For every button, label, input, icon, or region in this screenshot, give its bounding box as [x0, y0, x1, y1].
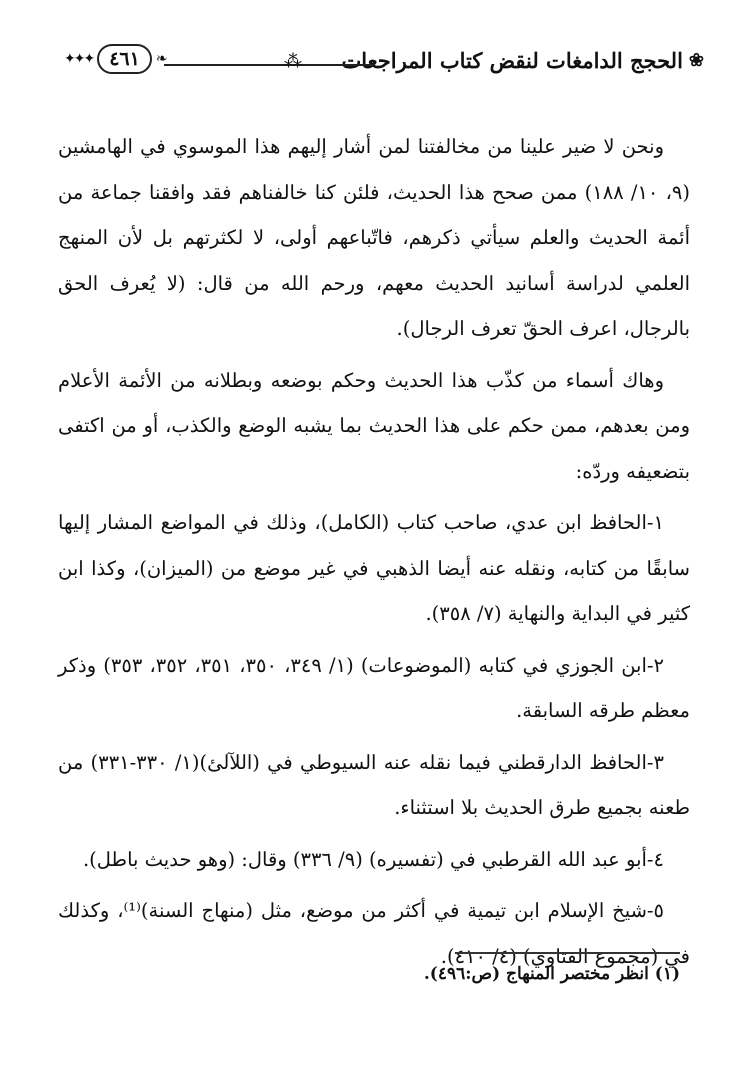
page-number-block	[64, 44, 166, 74]
running-title	[341, 48, 704, 73]
list-item-2: ٢-ابن الجوزي في كتابه (الموضوعات) (١/ ٣٤٩، ٣٥٠، ٣٥١، ٣٥٢، ٣٥٣) وذكر معظم طرقه السابقة.	[58, 653, 690, 722]
right-ornament-icon: ❧	[155, 51, 166, 67]
footnote-divider	[455, 952, 680, 954]
paragraph-list-intro: وهاك أسماء من كذّب هذا الحديث وحكم بوضعه وبطلانه من الأئمة الأعلام ومن بعدهم، ممن حكم على هذا الحديث بما يشبه الوضع والكذب، أو من اكتفى بتضعيفه وردّه:	[58, 368, 690, 483]
left-ornament-icon: ✦✦✦	[64, 51, 94, 67]
book-title: الحجج الدامغات لنقض كتاب المراجعات	[341, 48, 683, 73]
list-item-4: ٤-أبو عبد الله القرطبي في (تفسيره) (٩/ ٣٣٦) وقال: (وهو حديث باطل).	[82, 847, 664, 871]
rule-ornament-icon: ⁂	[284, 51, 302, 72]
paragraph-intro: ونحن لا ضير علينا من مخالفتنا لمن أشار إليهم هذا الموسوي في الهامشين (٩، ١٠/ ١٨٨) ممن صحح هذا الحديث، فلئن كنا خالفناهم فقد وافقنا جماعة من أئمة الحديث والعلم سيأتي ذكرهم، فاتّباعهم أولى، لا لكثرتهم بل لأن المنهج العلمي لدراسة أسانيد الحديث معهم، ورحم الله من قال: (لا يُعرف الحق بالرجال، اعرف الحقّ تعرف الرجال).	[58, 135, 690, 340]
page-body	[58, 124, 690, 985]
list-item-1: ١-الحافظ ابن عدي، صاحب كتاب (الكامل)، وذلك في المواضع المشار إليها سابقًا من كتابه، ونقله عنه أيضا الذهبي في غير موضع من (الميزان)، وكذا ابن كثير في البداية والنهاية (٧/ ٣٥٨).	[58, 511, 690, 625]
page-number: ٤٦١	[97, 44, 152, 74]
list-item-3: ٣-الحافظ الدارقطني فيما نقله عنه السيوطي في (اللآلئ)(١/ ٣٣٠-٣٣١) من طعنه بجميع طرق الحديث بلا استثناء.	[58, 750, 690, 819]
header-rule	[164, 64, 374, 66]
page-header	[64, 42, 704, 82]
footnote: (١) انظر مختصر المنهاج (ص:٤٩٦).	[423, 964, 680, 984]
list-item-5: ٥-شيخ الإسلام ابن تيمية في أكثر من موضع، مثل (منهاج السنة)⁽¹⁾، وكذلك في (مجموع الفتاوي) (٤/ ٤١٠).	[58, 899, 690, 968]
title-ornament-icon: ❀	[688, 50, 704, 71]
